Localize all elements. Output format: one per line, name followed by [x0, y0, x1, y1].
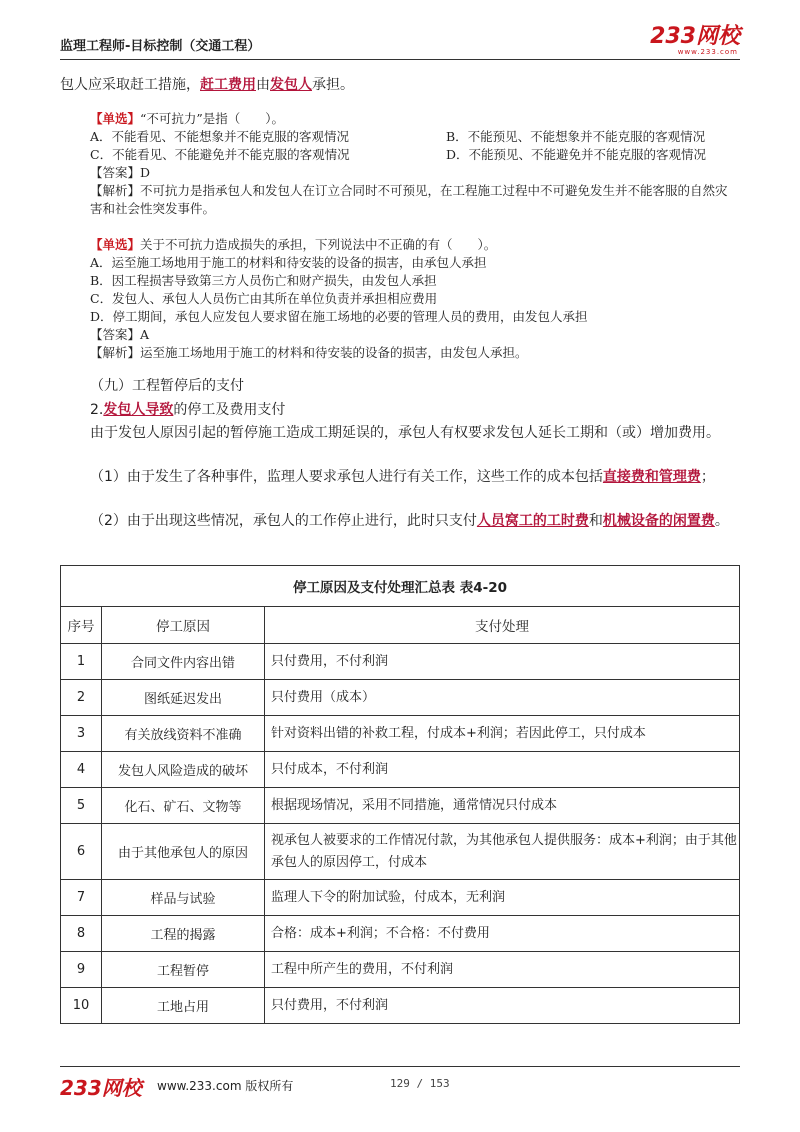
option-c: C．不能看见、不能避免并不能克服的客观情况 [90, 147, 350, 162]
paragraph-3 [60, 510, 740, 532]
intro-paragraph [60, 75, 740, 95]
question-2 [90, 236, 740, 362]
table-row [61, 680, 740, 716]
suspension-payment-table [60, 565, 740, 1024]
column-header-no: 序号 [61, 607, 102, 644]
option-b: B．因工程损害导致第三方人员伤亡和财产损失，由发包人承担 [90, 273, 437, 288]
header-title: 监理工程师-目标控制（交通工程） [60, 39, 261, 54]
question-1-stem [90, 110, 740, 128]
answer-label: 【答案】 [90, 327, 141, 342]
question-type-tag: 【单选】 [90, 237, 141, 252]
footer-copyright: www.233.com 版权所有 [157, 1079, 294, 1093]
intro-text: 包人应采取赶工措施， [60, 77, 200, 93]
subsection-text: 的停工及费用支付 [173, 402, 286, 418]
analysis-line [90, 344, 740, 362]
paragraph-2 [60, 466, 740, 488]
cell-payment: 根据现场情况，采用不同措施，通常情况只付成本 [265, 788, 740, 824]
cell-payment: 监理人下令的附加试验，付成本，无利润 [265, 880, 740, 916]
brand-logo[interactable]: 233网校 [650, 24, 740, 49]
paragraph-text: 。 [714, 513, 729, 529]
question-1 [90, 110, 740, 218]
highlight-direct-cost: 直接费和管理费 [602, 469, 701, 485]
table-row [61, 788, 740, 824]
options-row [90, 128, 740, 146]
paragraph-1: 由于发包人原因引起的暂停施工造成工期延误的，承包人有权要求发包人延长工期和（或）增加费用。 [90, 425, 720, 441]
cell-cause: 样品与试验 [102, 880, 265, 916]
cell-payment: 针对资料出错的补救工程，付成本+利润；若因此停工，只付成本 [265, 716, 740, 752]
column-header-payment: 支付处理 [265, 607, 740, 644]
cell-no: 8 [61, 916, 102, 952]
analysis-label: 【解析】 [90, 345, 141, 360]
option-d: D．停工期间，承包人应发包人要求留在施工场地的必要的管理人员的费用，由发包人承担 [90, 309, 588, 324]
paragraph-text: （1）由于发生了各种事件，监理人要求承包人进行有关工作，这些工作的成本包括 [90, 469, 603, 485]
table-row [61, 824, 740, 880]
table-header-row [61, 607, 740, 644]
cell-cause: 有关放线资料不准确 [102, 716, 265, 752]
cell-payment: 工程中所产生的费用，不付利润 [265, 952, 740, 988]
table-caption: 停工原因及支付处理汇总表 表4-20 [61, 566, 740, 607]
subsection-heading [90, 400, 740, 420]
table-caption-row [61, 566, 740, 607]
option-c: C．发包人、承包人人员伤亡由其所在单位负责并承担相应费用 [90, 291, 438, 306]
cell-no: 5 [61, 788, 102, 824]
question-stem: 关于不可抗力造成损失的承担，下列说法中不正确的有（ ）。 [140, 237, 497, 252]
footer-divider [60, 1066, 740, 1067]
option-d: D．不能预见、不能避免并不能克服的客观情况 [446, 147, 707, 162]
cell-cause: 由于其他承包人的原因 [102, 824, 265, 880]
footer-brand-logo[interactable]: 233网校 [60, 1076, 142, 1100]
brand-logo-url: www.233.com [677, 48, 738, 56]
cell-no: 3 [61, 716, 102, 752]
table-row [61, 880, 740, 916]
cell-no: 4 [61, 752, 102, 788]
analysis-text: 运至施工场地用于施工的材料和待安装的设备的损害，由发包人承担。 [140, 345, 528, 360]
cell-cause: 工地占用 [102, 988, 265, 1024]
cell-payment: 只付费用，不付利润 [265, 644, 740, 680]
table-row [61, 916, 740, 952]
cell-payment: 只付费用，不付利润 [265, 988, 740, 1024]
intro-text: 承担。 [312, 77, 354, 93]
subsection-number: 2. [90, 402, 104, 418]
intro-text: 由 [256, 77, 270, 93]
highlight-rush-cost: 赶工费用 [200, 77, 256, 93]
table-row [61, 752, 740, 788]
cell-cause: 图纸延迟发出 [102, 680, 265, 716]
paragraph-text: ； [700, 469, 715, 485]
cell-cause: 合同文件内容出错 [102, 644, 265, 680]
table-row [61, 952, 740, 988]
highlight-employer: 发包人 [270, 77, 312, 93]
paragraph-text: （2）由于出现这些情况，承包人的工作停止进行，此时只支付 [90, 513, 477, 529]
analysis-text: 不可抗力是指承包人和发包人在订立合同时不可预见，在工程施工过程中不可避免发生并不能客服的自然灾害和社会性突发事件。 [90, 183, 728, 216]
answer-value: A [140, 327, 150, 342]
page-header [60, 24, 740, 58]
answer-label: 【答案】 [90, 165, 141, 180]
answer-line [90, 326, 740, 344]
cell-no: 2 [61, 680, 102, 716]
highlight-idle-labor: 人员窝工的工时费 [476, 513, 589, 529]
answer-value: D [140, 165, 151, 180]
option-b: B．不能预见、不能想象并不能克服的客观情况 [446, 129, 706, 144]
table-row [61, 644, 740, 680]
question-type-tag: 【单选】 [90, 111, 141, 126]
question-stem: “不可抗力”是指（ ）。 [140, 111, 285, 126]
cell-cause: 发包人风险造成的破坏 [102, 752, 265, 788]
cell-payment: 合格：成本+利润；不合格：不付费用 [265, 916, 740, 952]
option-a: A．不能看见、不能想象并不能克服的客观情况 [90, 129, 350, 144]
column-header-cause: 停工原因 [102, 607, 265, 644]
cell-payment: 视承包人被要求的工作情况付款，为其他承包人提供服务：成本+利润；由于其他承包人的原因停工，付成本 [265, 824, 740, 880]
cell-no: 6 [61, 824, 102, 880]
cell-no: 1 [61, 644, 102, 680]
cell-payment: 只付成本，不付利润 [265, 752, 740, 788]
options-row [90, 146, 740, 164]
header-divider [60, 59, 740, 60]
option-a: A．运至施工场地用于施工的材料和待安装的设备的损害，由承包人承担 [90, 255, 487, 270]
cell-no: 9 [61, 952, 102, 988]
cell-payment: 只付费用（成本） [265, 680, 740, 716]
highlight-employer-caused: 发包人导致 [103, 402, 174, 418]
table-row [61, 988, 740, 1024]
analysis-label: 【解析】 [90, 183, 141, 198]
question-2-stem [90, 236, 740, 254]
table-row [61, 716, 740, 752]
cell-cause: 化石、矿石、文物等 [102, 788, 265, 824]
page-number: 129 / 153 [390, 1077, 450, 1090]
cell-no: 10 [61, 988, 102, 1024]
paragraph-text: 和 [588, 513, 603, 529]
cell-cause: 工程暂停 [102, 952, 265, 988]
answer-line [90, 164, 740, 182]
highlight-idle-equipment: 机械设备的闲置费 [602, 513, 715, 529]
analysis-line [90, 182, 740, 218]
cell-cause: 工程的揭露 [102, 916, 265, 952]
cell-no: 7 [61, 880, 102, 916]
section-heading: （九）工程暂停后的支付 [90, 378, 244, 394]
